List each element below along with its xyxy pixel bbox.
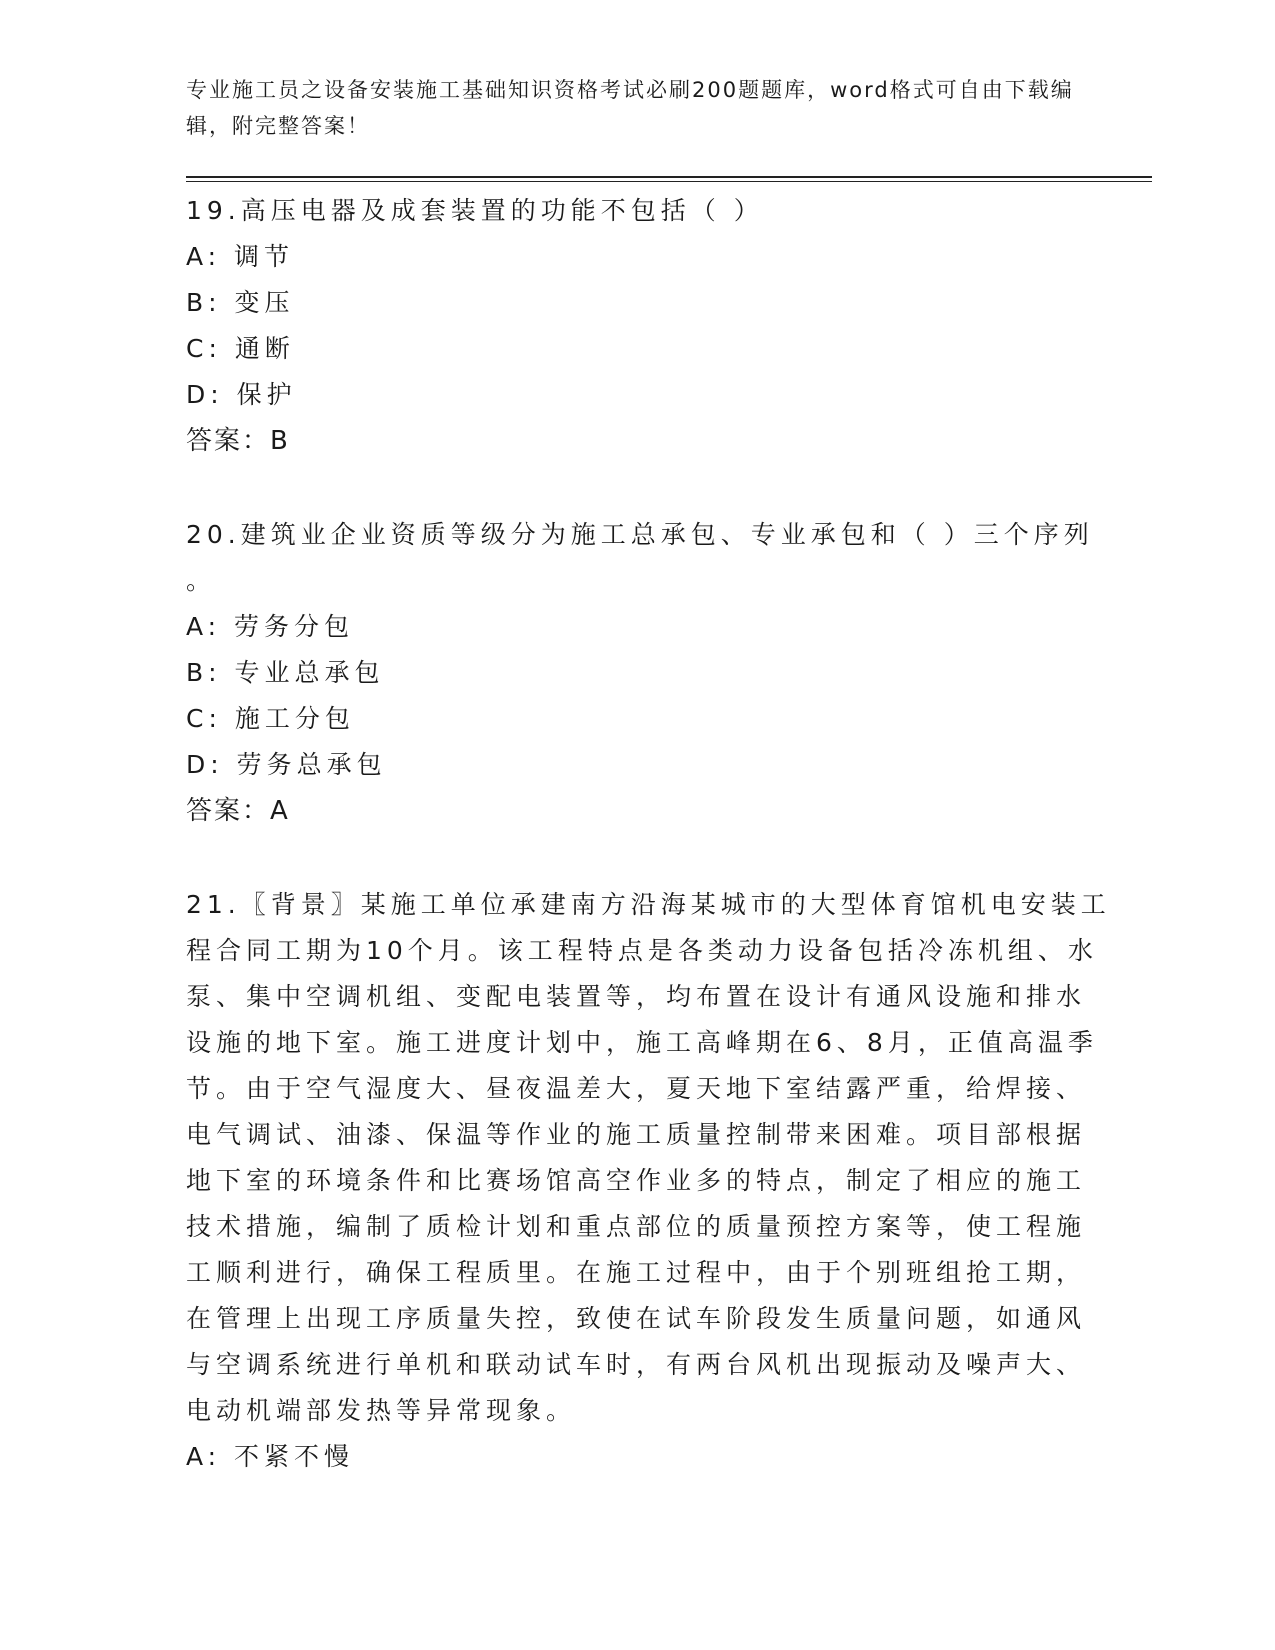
question-stem-line: 21.〖背景〗某施工单位承建南方沿海某城市的大型体育馆机电安装工 (186, 890, 1111, 919)
option-a: A: 劳务分包 (186, 612, 355, 641)
option-a: A: 不紧不慢 (186, 1442, 355, 1471)
question-stem-line: 地下室的环境条件和比赛场馆高空作业多的特点，制定了相应的施工 (186, 1166, 1087, 1195)
question-stem-line: 设施的地下室。施工进度计划中，施工高峰期在6、8月，正值高温季 (186, 1028, 1098, 1057)
header-rule-thin (186, 181, 1152, 182)
question-21 (186, 882, 1111, 1480)
question-19 (186, 188, 1086, 464)
question-stem-line: 与空调系统进行单机和联动试车时，有两台风机出现振动及噪声大、 (186, 1350, 1087, 1379)
option-b: B: 变压 (186, 288, 295, 317)
answer: 答案：A (186, 796, 290, 826)
option-d: D: 劳务总承包 (186, 750, 387, 779)
question-stem-line: 在管理上出现工序质量失控，致使在试车阶段发生质量问题，如通风 (186, 1304, 1087, 1333)
question-stem-line: 泵、集中空调机组、变配电装置等，均布置在设计有通风设施和排水 (186, 982, 1087, 1011)
option-a: A: 调节 (186, 242, 295, 271)
question-stem-line: 技术措施，编制了质检计划和重点部位的质量预控方案等，使工程施 (186, 1212, 1087, 1241)
spacer (186, 834, 1086, 882)
question-stem-line: 节。由于空气湿度大、昼夜温差大，夏天地下室结露严重，给焊接、 (186, 1074, 1087, 1103)
document-header: 专业施工员之设备安装施工基础知识资格考试必刷200题题库，word格式可自由下载编辑，附完整答案！ (186, 78, 1074, 138)
question-stem-line: 电动机端部发热等异常现象。 (186, 1396, 577, 1425)
question-stem-continued: 。 (186, 566, 217, 595)
question-stem-line: 程合同工期为10个月。该工程特点是各类动力设备包括冷冻机组、水 (186, 936, 1098, 965)
spacer (186, 464, 1086, 512)
option-c: C: 通断 (186, 334, 295, 363)
answer: 答案：B (186, 426, 290, 456)
option-b: B: 专业总承包 (186, 658, 385, 687)
question-list (186, 188, 1111, 1480)
option-d: D: 保护 (186, 380, 297, 409)
question-stem-line: 电气调试、油漆、保温等作业的施工质量控制带来困难。项目部根据 (186, 1120, 1087, 1149)
option-c: C: 施工分包 (186, 704, 355, 733)
header-rule-thick (186, 176, 1152, 178)
question-20 (186, 512, 1094, 834)
question-stem: 19.高压电器及成套装置的功能不包括（ ） (186, 196, 764, 225)
question-stem: 20.建筑业企业资质等级分为施工总承包、专业承包和（ ）三个序列 (186, 520, 1094, 549)
question-stem-line: 工顺利进行，确保工程质里。在施工过程中，由于个别班组抢工期， (186, 1258, 1087, 1287)
